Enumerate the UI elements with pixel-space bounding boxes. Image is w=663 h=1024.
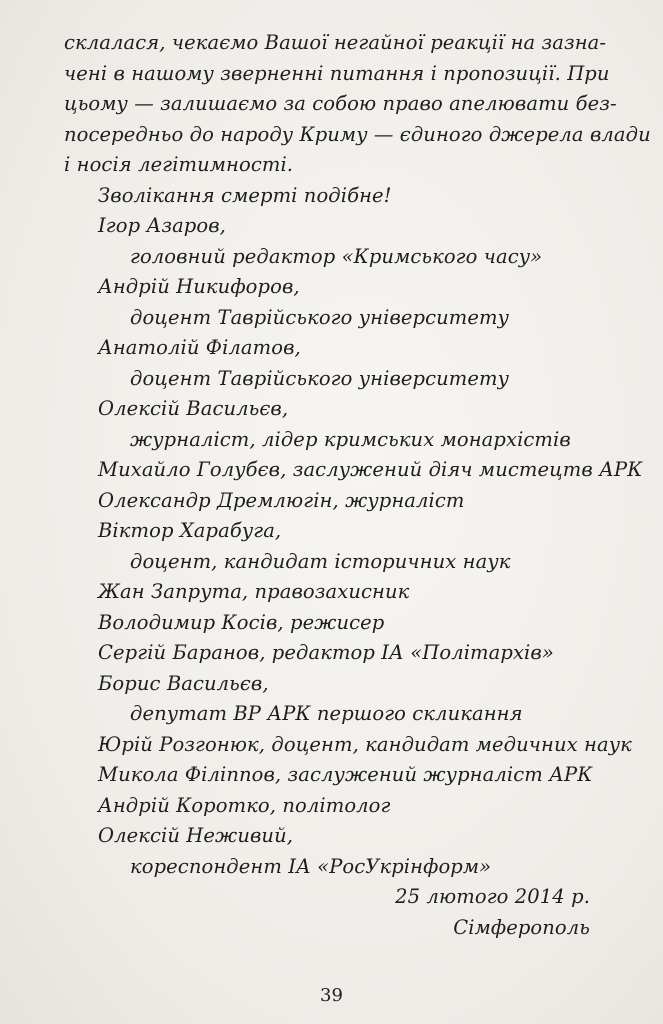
paragraph-line: склалася, чекаємо Вашої негайної реакції на зазна- [64, 31, 607, 54]
signatory-role: депутат ВР АРК першого скликання [130, 702, 523, 725]
signatory-name: Сергій Баранов, редактор ІА «Політархів» [98, 641, 554, 664]
signatories-list [64, 211, 643, 882]
signatory-role: доцент Таврійського університету [130, 366, 510, 390]
signatory-role: доцент, кандидат історичних наук [130, 549, 511, 573]
paragraph-line: цьому — залишаємо за собою право апелювати без- [64, 92, 617, 115]
signatory-name: Андрій Коротко, політолог [98, 793, 391, 817]
signatory-name: Ігор Азаров, [98, 214, 226, 237]
signatory-role: кореспондент ІА «РосУкрінформ» [130, 854, 492, 878]
letter-text [64, 28, 651, 943]
closing-paragraph [64, 28, 651, 181]
signatory-name: Олександр Дремлюгін, журналіст [98, 488, 465, 512]
signatory-role: журналіст, лідер кримських монархістів [130, 427, 571, 451]
signatory-role: доцент Таврійського університету [130, 305, 510, 329]
motto: Зволікання смерті подібне! [98, 183, 392, 207]
signatory-role: головний редактор «Кримського часу» [130, 244, 543, 268]
page-number: 39 [320, 985, 343, 1006]
signatory-name: Михайло Голубєв, заслужений діяч мистецтв АРК [98, 458, 643, 481]
signatory-name: Микола Філіппов, заслужений журналіст АРК [98, 763, 593, 786]
signatory-name: Борис Васильєв, [98, 671, 269, 695]
signatory-name: Юрій Розгонюк, доцент, кандидат медичних наук [98, 732, 632, 756]
signatory-name: Олексій Васильєв, [98, 397, 289, 420]
signatory-name: Олексій Неживий, [98, 824, 294, 847]
paragraph-line: чені в нашому зверненні питання і пропозиції. При [64, 61, 610, 85]
signatory-name: Володимир Косів, режисер [98, 610, 385, 634]
paragraph-line: і носія легітимності. [64, 153, 294, 176]
letter-place: Сімферополь [453, 915, 590, 939]
signatory-name: Віктор Харабуга, [98, 519, 282, 542]
signatory-name: Анатолій Філатов, [98, 336, 301, 359]
letter-date: 25 лютого 2014 р. [395, 885, 590, 908]
paragraph-line: посередньо до народу Криму — єдиного джерела влади [64, 122, 651, 146]
signatory-name: Жан Запрута, правозахисник [98, 580, 410, 603]
signatory-name: Андрій Никифоров, [98, 275, 300, 298]
